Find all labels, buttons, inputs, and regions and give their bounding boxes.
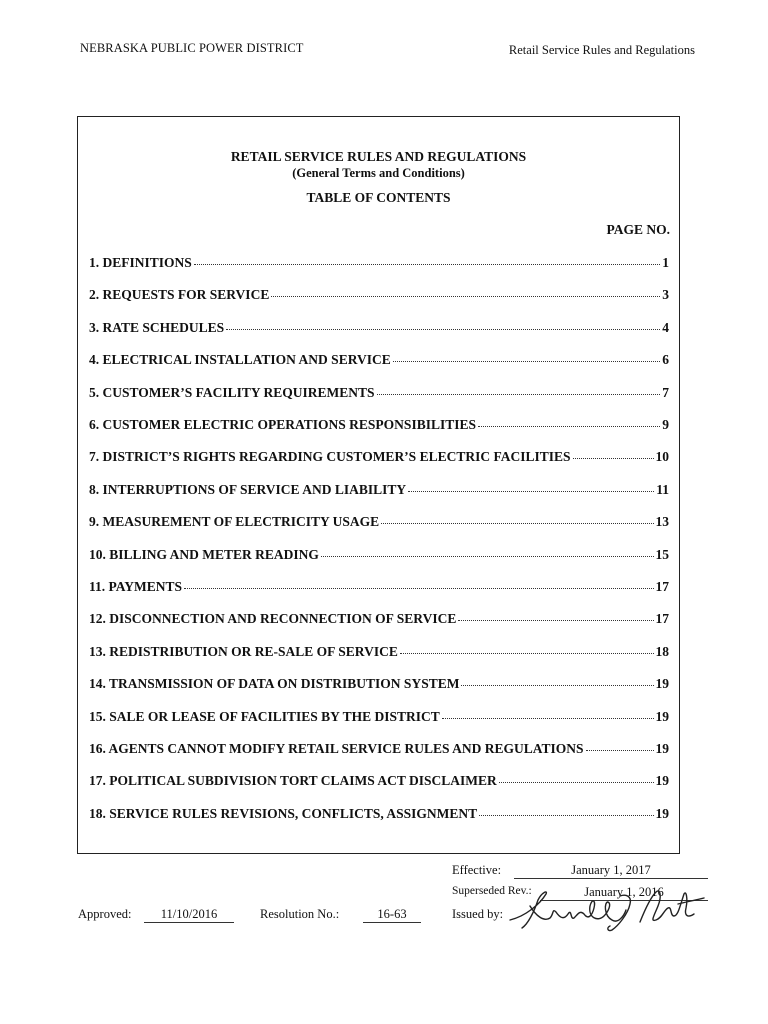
document-subtitle: (General Terms and Conditions) [292,166,465,180]
toc-entry-label: 8. INTERRUPTIONS OF SERVICE AND LIABILITY [89,481,407,497]
toc-entry-label: 6. CUSTOMER ELECTRIC OPERATIONS RESPONSIBILITIES [89,417,476,432]
dot-leader [586,749,654,751]
toc-entry [89,287,669,305]
dot-leader [499,781,654,783]
toc-entry [89,352,669,370]
dot-leader [194,263,660,265]
toc-entry [89,644,669,662]
table-of-contents-box [77,116,680,854]
effective-date: January 1, 2017 [514,863,708,879]
toc-entry [89,773,669,791]
toc-entry-label: 2. REQUESTS FOR SERVICE [89,287,270,303]
toc-entry-label: 16. AGENTS CANNOT MODIFY RETAIL SERVICE RULES AND REGULATIONS [89,741,584,756]
toc-entry-label: 4. ELECTRICAL INSTALLATION AND SERVICE [89,352,391,368]
toc-entry-page-number: 3 [662,287,669,303]
toc-entry [89,417,669,435]
dot-leader [573,457,654,459]
toc-entry-page-number: 19 [655,741,669,756]
toc-entry [89,579,669,597]
dot-leader [271,295,660,297]
effective-label: Effective: [452,863,502,877]
toc-entry-label: 18. SERVICE RULES REVISIONS, CONFLICTS, ASSIGNMENT [89,805,478,821]
dot-leader [226,328,660,330]
toc-entry-label: 15. SALE OR LEASE OF FACILITIES BY THE DISTRICT [89,708,440,724]
toc-entry-page-number: 18 [655,643,669,659]
toc-entry [89,709,669,727]
toc-entry [89,255,669,273]
toc-entry-label: 13. REDISTRIBUTION OR RE-SALE OF SERVICE [89,643,398,659]
toc-entry-page-number: 17 [655,579,669,594]
header-document-title: Retail Service Rules and Regulations [508,43,695,57]
toc-entry [89,741,669,759]
dot-leader [381,522,653,524]
dot-leader [184,587,653,589]
toc-entry-page-number: 9 [662,417,669,432]
superseded-label: Superseded Rev.: [452,885,532,897]
dot-leader [393,360,661,362]
toc-entry-page-number: 4 [662,319,669,335]
toc-entry-page-number: 15 [655,546,669,562]
signature-stroke-initial [608,895,631,930]
resolution-label: Resolution No.: [260,907,340,921]
dot-leader [461,684,653,686]
dot-leader [442,717,654,719]
signature-stroke-surname [640,891,704,922]
toc-entry-label: 1. DEFINITIONS [89,255,192,270]
toc-entry-page-number: 11 [656,481,669,497]
toc-entry-label: 3. RATE SCHEDULES [89,319,225,335]
superseded-date: January 1, 2016 [540,885,708,901]
dot-leader [408,490,654,492]
dot-leader [478,425,660,427]
issued-by-label: Issued by: [452,907,504,921]
page-number-column-label: PAGE NO. [606,222,670,237]
toc-entry-label: 10. BILLING AND METER READING [89,546,319,562]
toc-entry-page-number: 10 [655,449,669,465]
resolution-number: 16-63 [363,907,421,923]
toc-entry [89,806,669,824]
dot-leader [479,814,653,816]
toc-entry [89,482,669,500]
toc-heading: TABLE OF CONTENTS [306,190,451,205]
toc-entry [89,385,669,403]
approved-date: 11/10/2016 [144,907,234,923]
handwritten-signature [508,886,708,936]
toc-entry-page-number: 13 [655,514,669,530]
toc-entry-page-number: 19 [655,676,669,692]
toc-entry-page-number: 19 [655,708,669,724]
approved-label: Approved: [78,907,132,921]
toc-entry-label: 7. DISTRICT’S RIGHTS REGARDING CUSTOMER’S ELECTRIC FACILITIES [89,449,571,465]
toc-entry [89,547,669,565]
toc-entry [89,449,669,467]
signature-stroke [510,892,626,928]
toc-entry-label: 11. PAYMENTS [89,579,183,594]
document-title: RETAIL SERVICE RULES AND REGULATIONS [230,149,527,164]
dot-leader [377,393,661,395]
toc-entry [89,514,669,532]
toc-entry-label: 12. DISCONNECTION AND RECONNECTION OF SERVICE [89,611,457,627]
toc-entry [89,611,669,629]
toc-entry-page-number: 19 [655,805,669,821]
dot-leader [321,555,654,557]
toc-entry-page-number: 7 [662,384,669,400]
toc-entry-page-number: 6 [662,352,669,368]
toc-entry-label: 5. CUSTOMER’S FACILITY REQUIREMENTS [89,384,375,400]
toc-entry-label: 9. MEASUREMENT OF ELECTRICITY USAGE [89,514,380,530]
toc-entry [89,676,669,694]
dot-leader [400,652,654,654]
toc-entry-page-number: 17 [655,611,669,627]
toc-entry-page-number: 1 [662,255,669,270]
toc-entry-page-number: 19 [655,773,669,789]
dot-leader [458,619,653,621]
toc-entry [89,320,669,338]
toc-entry-label: 14. TRANSMISSION OF DATA ON DISTRIBUTION SYSTEM [89,676,460,692]
toc-entry-label: 17. POLITICAL SUBDIVISION TORT CLAIMS ACT DISCLAIMER [89,773,497,789]
header-organization: NEBRASKA PUBLIC POWER DISTRICT [80,41,304,55]
